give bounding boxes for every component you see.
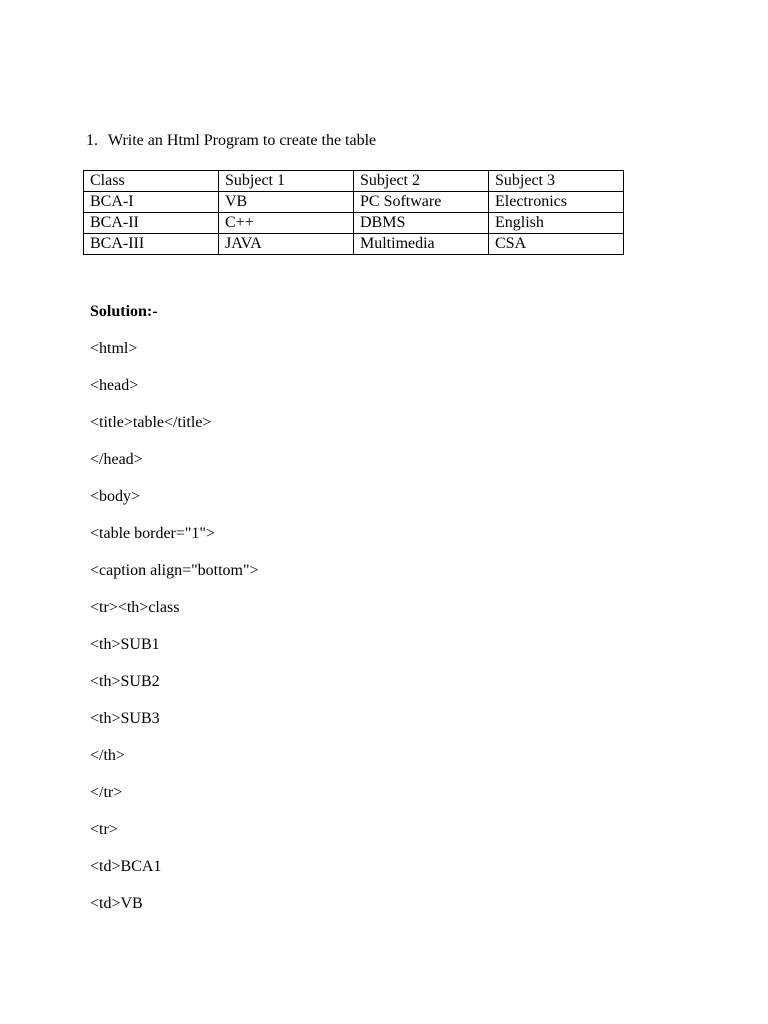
table-cell: JAVA (219, 234, 354, 255)
table-cell: Subject 3 (489, 171, 624, 192)
table-row (84, 234, 624, 255)
code-line: <html> (90, 340, 138, 357)
table-cell: Multimedia (354, 234, 489, 255)
solution-section (90, 302, 259, 931)
code-line: <tr><th>class (90, 599, 180, 616)
code-line: <title>table</title> (90, 414, 212, 431)
question (86, 131, 376, 151)
code-line: <th>SUB2 (90, 673, 160, 690)
table-cell: BCA-II (84, 213, 219, 234)
code-line: <caption align="bottom"> (90, 562, 259, 579)
code-line: </th> (90, 747, 125, 764)
table-cell: Electronics (489, 192, 624, 213)
code-line: <td>VB (90, 895, 143, 912)
table-cell: BCA-III (84, 234, 219, 255)
table-cell: C++ (219, 213, 354, 234)
code-line: <th>SUB1 (90, 636, 160, 653)
table-header-row (84, 171, 624, 192)
code-line: <td>BCA1 (90, 858, 162, 875)
code-line: <tr> (90, 821, 118, 838)
code-line: </tr> (90, 784, 123, 801)
solution-heading: Solution:- (90, 303, 158, 320)
table-cell: Subject 2 (354, 171, 489, 192)
table-row (84, 192, 624, 213)
table-cell: Class (84, 171, 219, 192)
code-line: <head> (90, 377, 139, 394)
code-line: </head> (90, 451, 143, 468)
table-cell: PC Software (354, 192, 489, 213)
subject-table (83, 170, 624, 255)
table-cell: English (489, 213, 624, 234)
table-cell: CSA (489, 234, 624, 255)
table-cell: VB (219, 192, 354, 213)
table-cell: BCA-I (84, 192, 219, 213)
code-line: <table border="1"> (90, 525, 215, 542)
question-text: Write an Html Program to create the table (108, 132, 377, 149)
table-row (84, 213, 624, 234)
table-cell: DBMS (354, 213, 489, 234)
table-cell: Subject 1 (219, 171, 354, 192)
question-number: 1. (86, 132, 98, 149)
code-line: <th>SUB3 (90, 710, 160, 727)
code-line: <body> (90, 488, 141, 505)
